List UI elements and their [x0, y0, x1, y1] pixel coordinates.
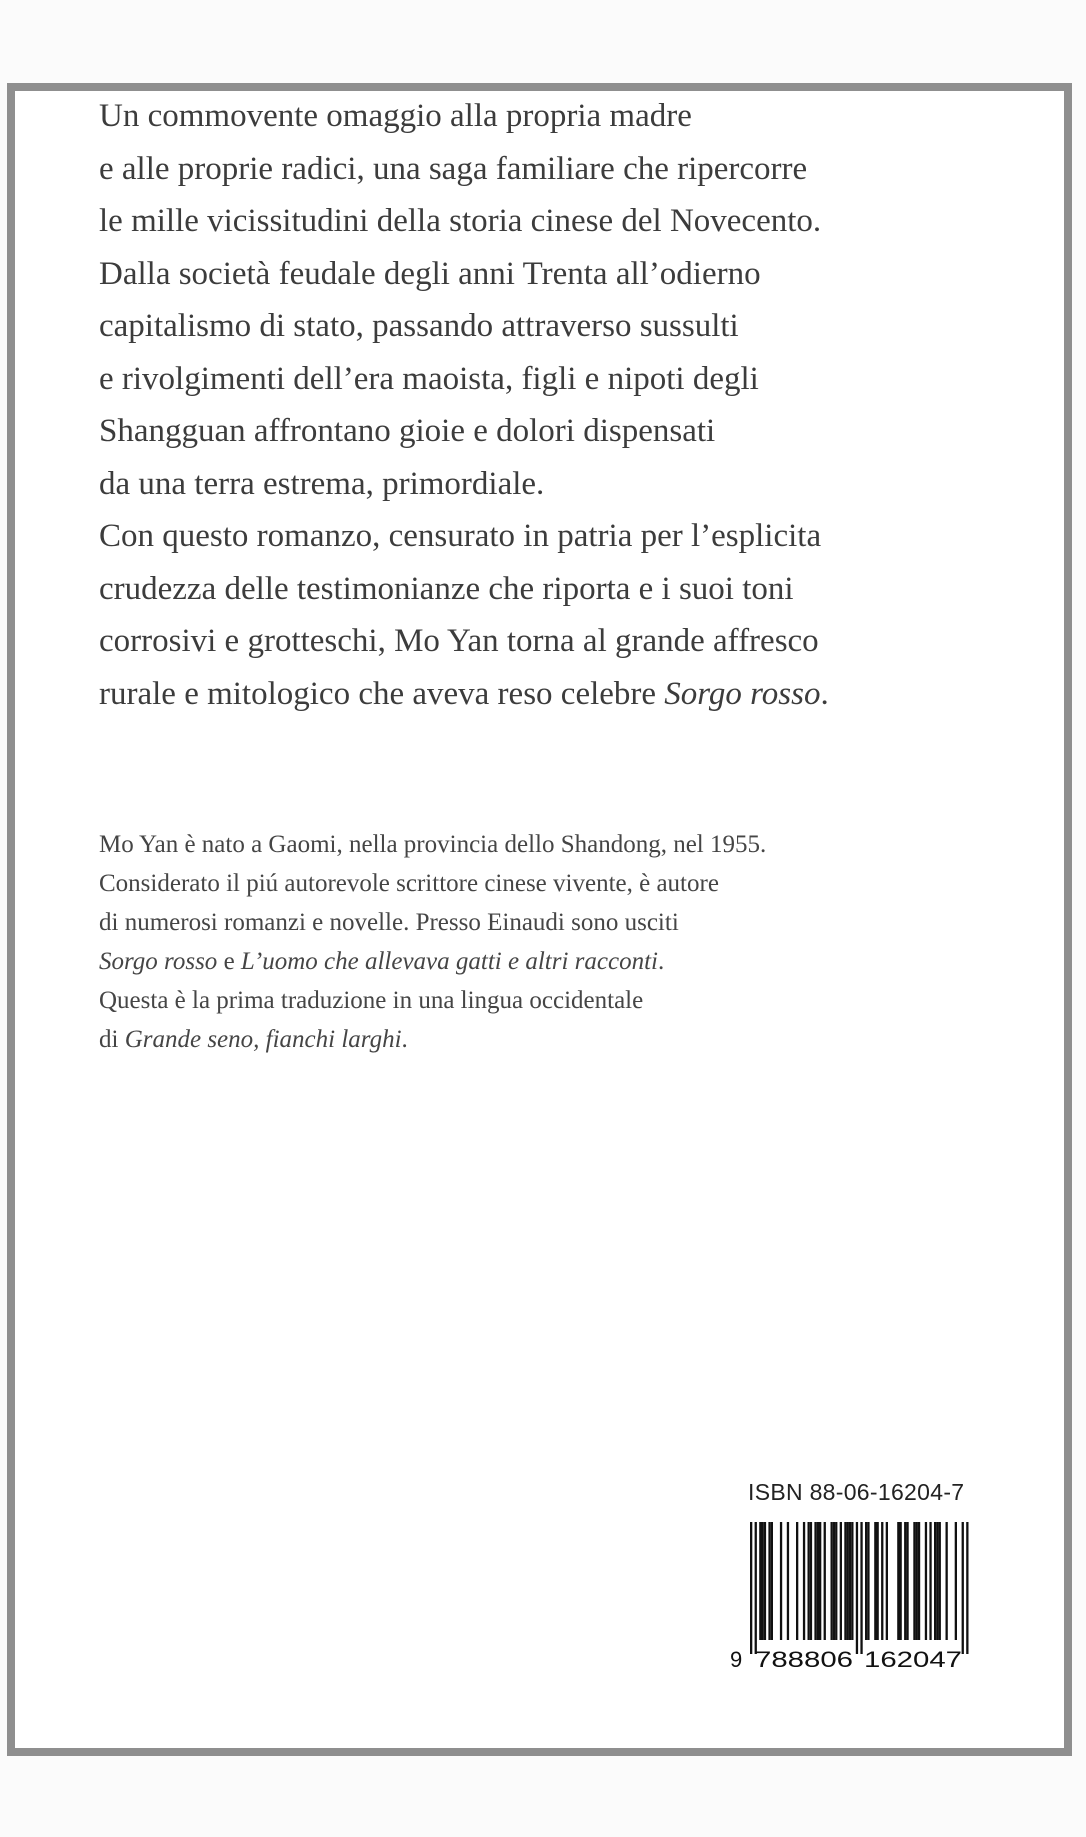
barcode-bar	[840, 1522, 842, 1640]
barcode-bar	[851, 1522, 853, 1640]
bio-line-text: di	[99, 1026, 125, 1053]
barcode-bar	[780, 1522, 782, 1640]
barcode-bar	[860, 1522, 862, 1654]
barcode-first-digit: 9	[730, 1647, 743, 1670]
blurb-line: Con questo romanzo, censurato in patria per l’esplicita	[99, 518, 822, 554]
barcode-bar	[865, 1522, 867, 1640]
barcode-bar	[787, 1522, 789, 1640]
barcode-bar	[906, 1522, 908, 1640]
barcode-bar	[750, 1522, 752, 1654]
blurb-line	[99, 668, 999, 721]
barcode-bar	[849, 1522, 851, 1640]
barcode-bar	[819, 1522, 821, 1640]
blurb-line: crudezza delle testimonianze che riporta e i suoi toni	[99, 570, 794, 607]
punctuation: .	[401, 1026, 408, 1053]
barcode-bar	[867, 1522, 869, 1640]
barcode-bar	[856, 1522, 858, 1654]
barcode-bar	[808, 1522, 810, 1640]
barcode-bar	[881, 1522, 883, 1640]
blurb-line: Un commovente omaggio alla propria madre	[99, 98, 692, 134]
barcode-bar	[847, 1522, 849, 1640]
blurb-line: Dalla società feudale degli anni Trenta all’odierno	[99, 255, 761, 292]
barcode-bar	[814, 1522, 816, 1640]
barcode	[728, 1520, 983, 1670]
barcode-bar	[762, 1522, 764, 1640]
blurb-line: Shangguan affrontano gioie e dolori dispensati	[99, 413, 716, 449]
barcode-bar	[796, 1522, 798, 1640]
book-title: L’uomo che allevava gatti e altri racconti	[240, 948, 658, 975]
barcode-bar	[946, 1522, 948, 1640]
bio-line	[99, 1020, 999, 1059]
barcode-bar	[900, 1522, 902, 1640]
barcode-bar	[934, 1522, 936, 1640]
author-bio	[99, 825, 999, 1059]
barcode-bar	[916, 1522, 918, 1640]
barcode-bar	[939, 1522, 941, 1640]
barcode-bar	[897, 1522, 899, 1640]
punctuation: .	[820, 675, 829, 712]
barcode-bar	[755, 1522, 757, 1654]
barcode-bar	[886, 1522, 888, 1640]
blurb-line: e alle proprie radici, una saga familiare che ripercorre	[99, 150, 808, 187]
book-title: Sorgo rosso	[99, 948, 218, 975]
barcode-bar	[759, 1522, 761, 1640]
barcode-bar	[810, 1522, 812, 1640]
barcode-bar	[824, 1522, 826, 1640]
book-title: Grande seno, fianchi larghi	[124, 1026, 402, 1053]
bio-line: di numerosi romanzi e novelle. Presso Einaudi sono usciti	[99, 909, 679, 936]
barcode-bar	[817, 1522, 819, 1640]
blurb-line: le mille vicissitudini della storia cinese del Novecento.	[99, 203, 822, 239]
blurb-text	[99, 90, 999, 720]
barcode-bar	[918, 1522, 920, 1640]
bio-line: Questa è la prima traduzione in una lingua occidentale	[99, 987, 644, 1014]
barcode-bar	[831, 1522, 833, 1640]
punctuation: .	[657, 948, 665, 975]
barcode-left-digits: 788806	[755, 1647, 853, 1670]
barcode-bar	[966, 1522, 968, 1654]
barcode-bar	[913, 1522, 915, 1640]
barcode-right-digits: 162047	[864, 1647, 962, 1670]
bio-line	[99, 942, 999, 981]
blurb-line: corrosivi e grotteschi, Mo Yan torna al grande affresco	[99, 623, 819, 659]
bio-line: Mo Yan è nato a Gaomi, nella provincia dello Shandong, nel 1955.	[99, 831, 767, 858]
barcode-bar	[874, 1522, 876, 1640]
blurb-line: da una terra estrema, primordiale.	[99, 465, 545, 502]
conjunction: e	[217, 948, 241, 975]
barcode-bar	[833, 1522, 835, 1640]
bio-line: Considerato il piú autorevole scrittore cinese vivente, è autore	[99, 870, 719, 897]
blurb-line-text: rurale e mitologico che aveva reso celebre	[99, 675, 665, 712]
blurb-line: capitalismo di stato, passando attraverso sussulti	[99, 308, 739, 344]
blurb-line: e rivolgimenti dell’era maoista, figli e nipoti degli	[99, 360, 759, 397]
barcode-bar	[904, 1522, 906, 1640]
barcode-bar	[877, 1522, 879, 1640]
barcode-bar	[835, 1522, 837, 1640]
barcode-bar	[844, 1522, 846, 1640]
barcode-bar	[771, 1522, 773, 1640]
barcode-bar	[925, 1522, 927, 1640]
barcode-bar	[962, 1522, 964, 1654]
barcode-bar	[929, 1522, 931, 1640]
barcode-bar	[803, 1522, 805, 1640]
barcode-bar	[768, 1522, 770, 1640]
barcode-bar	[936, 1522, 938, 1640]
book-title: Sorgo rosso	[664, 675, 821, 712]
barcode-bar	[955, 1522, 957, 1640]
barcode-bar	[764, 1522, 766, 1640]
isbn-label: ISBN 88-06-16204-7	[748, 1479, 965, 1505]
